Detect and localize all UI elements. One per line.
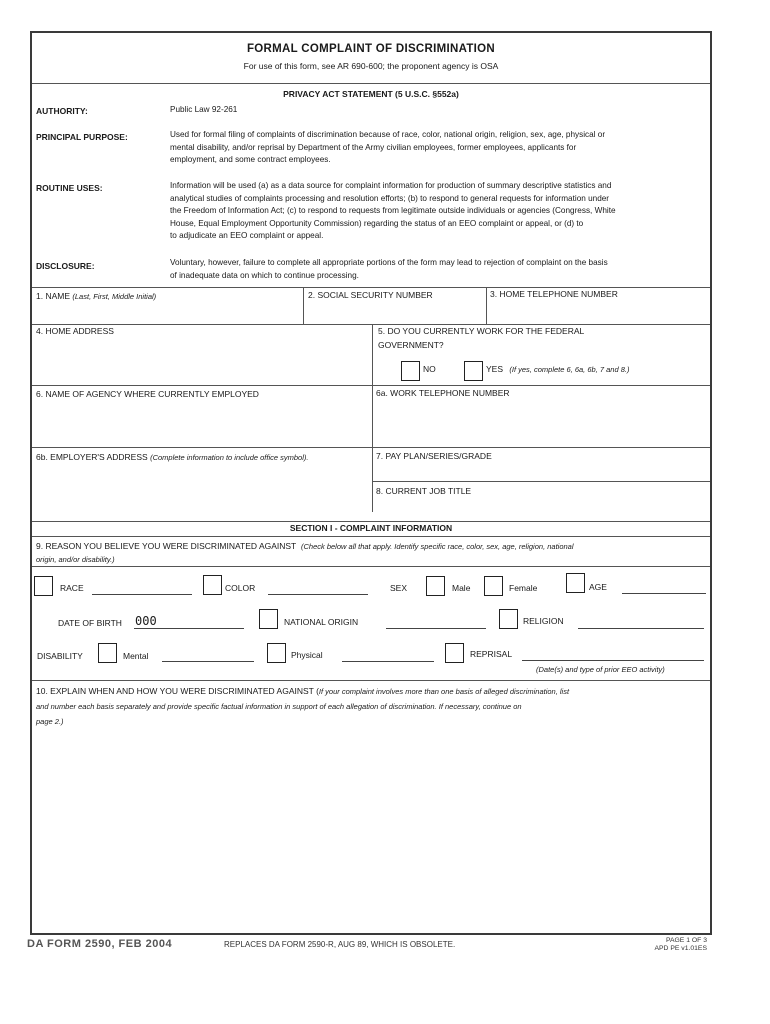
purpose-label: PRINCIPAL PURPOSE:: [36, 132, 128, 142]
dob-input[interactable]: [134, 628, 244, 629]
male-checkbox[interactable]: [426, 576, 445, 596]
mental-checkbox[interactable]: [98, 643, 117, 663]
divider: [32, 521, 710, 522]
sex-label: SEX: [390, 583, 408, 593]
ssn-field[interactable]: 2. SOCIAL SECURITY NUMBER: [308, 290, 433, 300]
physical-label: Physical: [291, 650, 323, 660]
physical-input[interactable]: [342, 661, 434, 662]
female-checkbox[interactable]: [484, 576, 503, 596]
form-title: FORMAL COMPLAINT OF DISCRIMINATION: [246, 43, 496, 55]
divider: [32, 287, 710, 288]
divider: [372, 324, 373, 512]
job-title-field[interactable]: 8. CURRENT JOB TITLE: [376, 486, 472, 496]
federal-question: 5. DO YOU CURRENTLY WORK FOR THE FEDERAL GOVERNMENT?: [378, 326, 585, 350]
routine-uses-text: Information will be used (a) as a data source for complaint information for production of summary descriptive statistics and analytical studies of complaints processing and resolution efforts; (b) to respond to general requests for information under the Freedom of Information Act; (c) to respond to requests from legitimate outside individuals or agencies (Congress, White House, Equal Employment Opportunity Commission) regarding the status of an EEO complaint or appeal, or (d) to to adjudicate an EEO complaint or appeal.: [170, 181, 616, 241]
no-label: NO: [423, 364, 436, 374]
form-id: DA FORM 2590, FEB 2004: [27, 938, 173, 950]
form-subtitle: For use of this form, see AR 690-600; the proponent agency is OSA: [243, 61, 499, 71]
authority-label: AUTHORITY:: [36, 106, 88, 116]
employer-address-field[interactable]: 6b. EMPLOYER'S ADDRESS (Complete information to include office symbol).: [36, 452, 309, 462]
dob-value[interactable]: 000: [135, 614, 157, 628]
dob-label: DATE OF BIRTH: [58, 618, 122, 628]
age-label: AGE: [589, 582, 607, 592]
disability-label: DISABILITY: [37, 651, 83, 661]
pay-plan-field[interactable]: 7. PAY PLAN/SERIES/GRADE: [376, 451, 492, 461]
physical-checkbox[interactable]: [267, 643, 286, 663]
disclosure-text: Voluntary, however, failure to complete all appropriate portions of the form may lead to rejection of complaint on the basis of inadequate data on which to continue processing.: [170, 258, 608, 280]
purpose-text: Used for formal filing of complaints of discrimination because of race, color, national origin, religion, sex, age, physical or mental disability, and/or reprisal by Department of the Army civilian employees, former employees, applicants for employment, and some contract employees.: [170, 130, 606, 165]
male-label: Male: [452, 583, 471, 593]
divider: [32, 324, 710, 325]
authority-text: Public Law 92-261: [170, 105, 238, 114]
divider: [32, 83, 710, 84]
mental-label: Mental: [123, 651, 149, 661]
reprisal-label: REPRISAL: [470, 649, 513, 659]
national-origin-checkbox[interactable]: [259, 609, 278, 629]
divider: [303, 287, 304, 324]
race-label: RACE: [60, 583, 84, 593]
reprisal-input[interactable]: [522, 660, 704, 661]
disclosure-label: DISCLOSURE:: [36, 261, 95, 271]
work-phone-field[interactable]: 6a. WORK TELEPHONE NUMBER: [376, 388, 510, 398]
privacy-heading: PRIVACY ACT STATEMENT (5 U.S.C. §552a): [283, 89, 459, 99]
q9-label: 9. REASON YOU BELIEVE YOU WERE DISCRIMINATED AGAINST (Check below all that apply. Identify specific race, color, sex, age, religion, national origin, and/or disability.): [36, 541, 574, 564]
divider: [32, 680, 710, 681]
divider: [32, 536, 710, 537]
divider: [32, 385, 710, 386]
q10-answer-area[interactable]: [36, 733, 708, 929]
page-info: PAGE 1 OF 3 APD PE v1.01ES: [654, 937, 707, 952]
home-address-field[interactable]: 4. HOME ADDRESS: [36, 326, 114, 336]
no-checkbox[interactable]: [401, 361, 420, 381]
section1-heading: SECTION I - COMPLAINT INFORMATION: [289, 523, 453, 533]
religion-input[interactable]: [578, 628, 704, 629]
mental-input[interactable]: [162, 661, 254, 662]
age-checkbox[interactable]: [566, 573, 585, 593]
agency-field[interactable]: 6. NAME OF AGENCY WHERE CURRENTLY EMPLOYED: [36, 389, 259, 399]
reprisal-checkbox[interactable]: [445, 643, 464, 663]
divider: [372, 481, 710, 482]
divider: [32, 566, 710, 567]
race-checkbox[interactable]: [34, 576, 53, 596]
divider: [32, 447, 710, 448]
replaces-note: REPLACES DA FORM 2590-R, AUG 89, WHICH IS OBSOLETE.: [224, 940, 456, 949]
complaint-form: [30, 31, 712, 935]
home-phone-field[interactable]: 3. HOME TELEPHONE NUMBER: [490, 289, 618, 299]
color-input[interactable]: [268, 594, 368, 595]
race-input[interactable]: [92, 594, 192, 595]
routine-uses-label: ROUTINE USES:: [36, 183, 103, 193]
national-origin-input[interactable]: [386, 628, 486, 629]
age-input[interactable]: [622, 593, 706, 594]
yes-label: YES (If yes, complete 6, 6a, 6b, 7 and 8.): [486, 364, 630, 374]
female-label: Female: [509, 583, 538, 593]
reprisal-hint: (Date(s) and type of prior EEO activity): [536, 665, 665, 674]
yes-checkbox[interactable]: [464, 361, 483, 381]
national-origin-label: NATIONAL ORIGIN: [284, 617, 359, 627]
religion-label: RELIGION: [523, 616, 564, 626]
divider: [486, 287, 487, 324]
color-checkbox[interactable]: [203, 575, 222, 595]
religion-checkbox[interactable]: [499, 609, 518, 629]
q10-label: 10. EXPLAIN WHEN AND HOW YOU WERE DISCRIMINATED AGAINST (If your complaint involves more than one basis of alleged discrimination, list and number each basis separately and provide specific factual information in support of each allegation of discrimination. If necessary, continue on page 2.): [36, 686, 570, 726]
name-field[interactable]: 1. NAME (Last, First, Middle Initial): [36, 291, 157, 301]
color-label: COLOR: [225, 583, 256, 593]
